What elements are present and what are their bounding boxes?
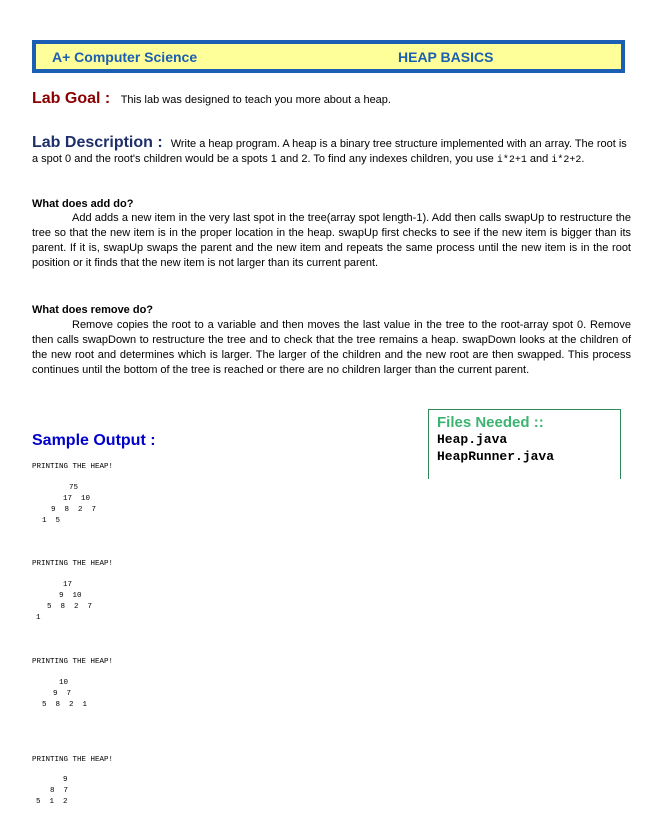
output-label: PRINTING THE HEAP! xyxy=(32,658,114,666)
lab-description xyxy=(32,135,632,168)
lab-goal xyxy=(32,90,391,108)
lab-goal-heading: Lab Goal : xyxy=(32,90,111,107)
heap-row: 9 10 xyxy=(59,592,82,600)
heap-row: 1 xyxy=(36,614,41,622)
files-needed-box xyxy=(428,409,621,479)
lab-description-heading: Lab Description : xyxy=(32,134,163,151)
heap-row: 17 xyxy=(63,581,73,589)
files-needed-title: Files Needed :: xyxy=(437,414,544,431)
heap-row: 10 xyxy=(59,679,69,687)
heap-row: 5 8 2 1 xyxy=(42,701,88,709)
and-word: and xyxy=(529,153,549,165)
add-section-title: What does add do? xyxy=(32,198,134,210)
code-right-child: i*2+2 xyxy=(551,155,582,166)
heap-row: 17 10 xyxy=(63,495,91,503)
lab-goal-text: This lab was designed to teach you more about a heap. xyxy=(120,94,391,106)
heap-row: 75 xyxy=(69,484,79,492)
code-left-child: i*2+1 xyxy=(496,155,527,166)
sample-output-title: Sample Output : xyxy=(32,432,156,449)
heap-row: 8 7 xyxy=(50,787,69,795)
output-label: PRINTING THE HEAP! xyxy=(32,560,114,568)
add-section-text: Add adds a new item in the very last spot in the tree(array spot length-1). Add then calls swapUp to restructure the tree so that the new item is in the proper location in the heap. swapUp first checks to see if the new item is bigger than its parent. If it is, swapUp swaps the parent and the new item and repeats the same process until the new item is in the root position or it finds that the new item is not larger than its current parent. xyxy=(32,212,631,269)
heap-row: 9 xyxy=(63,776,68,784)
file-name: Heap.java xyxy=(437,432,508,447)
topic-title: HEAP BASICS xyxy=(398,49,494,65)
lab-description-text: Write a heap program. A heap is a binary tree structure implemented with an array. The root is a spot 0 and the root's children would be a spots 1 and 2. To find any indexes children, you use xyxy=(32,138,627,165)
output-label: PRINTING THE HEAP! xyxy=(32,756,114,764)
heap-row: 5 8 2 7 xyxy=(47,603,93,611)
file-name: HeapRunner.java xyxy=(437,449,555,464)
heap-row: 1 5 xyxy=(42,517,61,525)
brand-title: A+ Computer Science xyxy=(52,49,198,65)
period: . xyxy=(581,153,585,165)
heap-row: 9 8 2 7 xyxy=(51,506,97,514)
heap-row: 9 7 xyxy=(53,690,72,698)
output-label: PRINTING THE HEAP! xyxy=(32,463,114,471)
heap-row: 5 1 2 xyxy=(36,798,68,806)
remove-section-text: Remove copies the root to a variable and then moves the last value in the tree to the root-array spot 0. Remove then calls swapDown to restructure the tree and to check that the tree remains a heap. swapDown looks at the children of the new root and determines which is larger. The larger of the children and the new root are then swapped. This process continues until the bottom of the tree is reached or there are no children larger than the current parent. xyxy=(32,319,631,376)
remove-section-title: What does remove do? xyxy=(32,304,154,316)
header-banner xyxy=(32,40,625,73)
